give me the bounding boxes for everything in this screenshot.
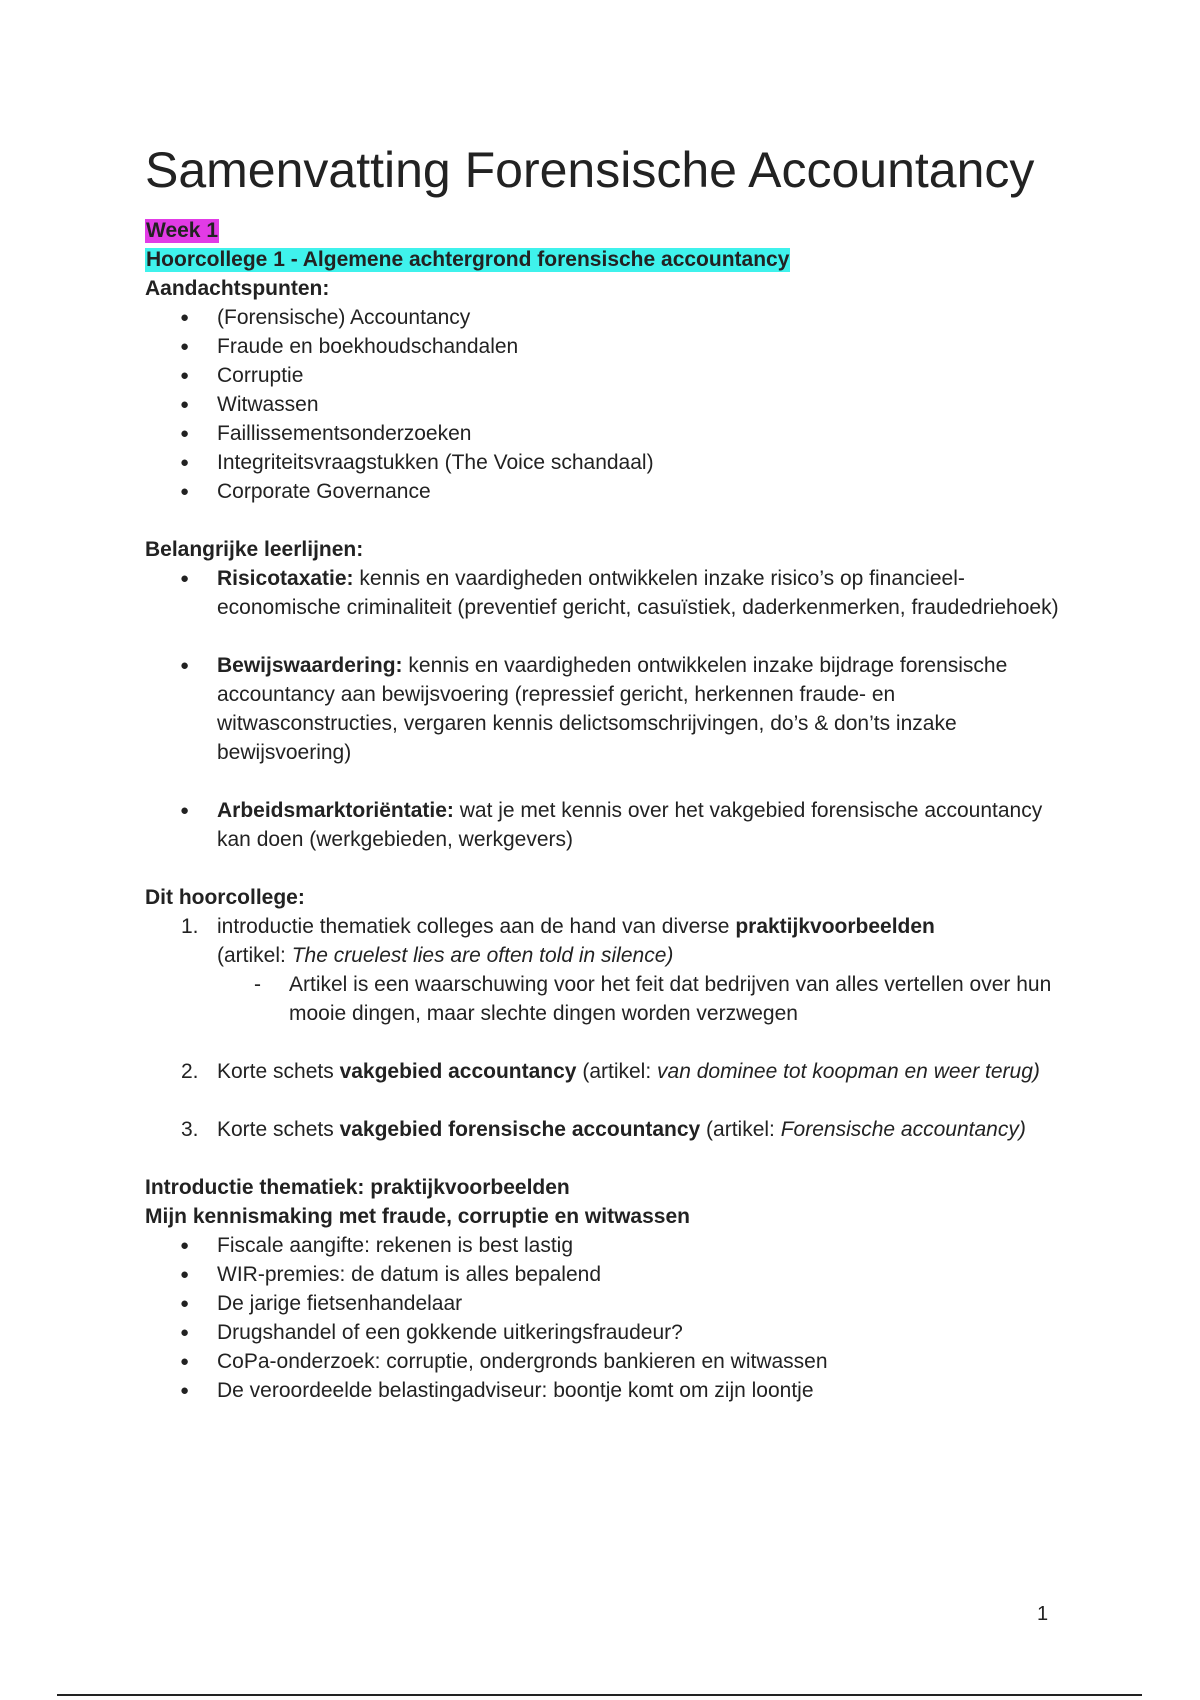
list-item: ● WIR-premies: de datum is alles bepalend — [217, 1260, 1075, 1289]
list-item: ● Fraude en boekhoudschandalen — [217, 332, 1075, 361]
page-divider — [57, 1694, 1142, 1696]
aandachtspunten-heading: Aandachtspunten: — [145, 277, 330, 300]
item-text: Korte schets — [217, 1118, 340, 1141]
lecture-label: Hoorcollege 1 - Algemene achtergrond forensische accountancy — [146, 248, 790, 271]
aandachtspunten-list — [145, 303, 1075, 506]
sub-list-item: - Artikel is een waarschuwing voor het feit dat bedrijven van alles vertellen over hun mooie dingen, maar slechte dingen worden verzwegen — [289, 970, 1075, 1028]
praktijk-list — [145, 1231, 1075, 1405]
leerlijn-term: Arbeidsmarktoriëntatie: — [217, 799, 454, 822]
list-item: ● Faillissementsonderzoeken — [217, 419, 1075, 448]
list-item — [181, 1115, 1075, 1144]
list-item: ● De jarige fietsenhandelaar — [217, 1289, 1075, 1318]
item-bold-text: vakgebied accountancy — [339, 1060, 577, 1083]
list-item: ● (Forensische) Accountancy — [217, 303, 1075, 332]
list-item — [181, 1057, 1075, 1086]
item-number: 1. — [181, 915, 199, 938]
list-item: ● Corruptie — [217, 361, 1075, 390]
item-number: 2. — [181, 1060, 199, 1083]
leerlijn-text: wat je met kennis over het vakgebied forensische accountancy kan doen (werkgebieden, werkgevers) — [217, 799, 1043, 851]
item-number: 3. — [181, 1118, 199, 1141]
list-item: ● De veroordeelde belastingadviseur: boontje komt om zijn loontje — [217, 1376, 1075, 1405]
item-text: (artikel: — [217, 944, 292, 967]
list-item — [217, 796, 1075, 854]
item-bold-text: vakgebied forensische accountancy — [339, 1118, 701, 1141]
leerlijn-text: kennis en vaardigheden ontwikkelen inzake risico’s op financieel-economische criminaliteit (preventief gericht, casuïstiek, daderkenmerken, fraudedriehoek) — [217, 567, 1059, 619]
list-item: ● Corporate Governance — [217, 477, 1075, 506]
document-title: Samenvatting Forensische Accountancy — [145, 142, 1035, 198]
leerlijn-term: Risicotaxatie: — [217, 567, 354, 590]
item-text: (artikel: — [576, 1060, 658, 1083]
list-item — [217, 564, 1075, 622]
list-item: ● CoPa-onderzoek: corruptie, ondergronds bankieren en witwassen — [217, 1347, 1075, 1376]
article-title: van dominee tot koopman en weer terug) — [657, 1060, 1040, 1083]
article-title: The cruelest lies are often told in silence) — [291, 944, 674, 967]
article-title: Forensische accountancy) — [780, 1118, 1026, 1141]
item-text: Korte schets — [217, 1060, 340, 1083]
leerlijn-text: kennis en vaardigheden ontwikkelen inzake bijdrage forensische accountancy aan bewijsvoering (repressief gericht, herkennen fraude- en witwasconstructies, vergaren kennis delictsomschrijvingen, do’s & don’ts inzake bewijsvoering) — [217, 654, 1008, 764]
list-item: ● Drugshandel of een gokkende uitkeringsfraudeur? — [217, 1318, 1075, 1347]
page-number: 1 — [1037, 1603, 1049, 1625]
kennismaking-heading: Mijn kennismaking met fraude, corruptie en witwassen — [145, 1205, 690, 1228]
hoorcollege-heading: Dit hoorcollege: — [145, 886, 305, 909]
document-page — [145, 140, 1075, 1405]
item-text: introductie thematiek colleges aan de hand van diverse — [217, 915, 736, 938]
list-item — [181, 912, 1075, 1028]
leerlijnen-list — [145, 564, 1075, 854]
leerlijnen-heading: Belangrijke leerlijnen: — [145, 538, 364, 561]
item-text: (artikel: — [700, 1118, 781, 1141]
praktijk-heading: Introductie thematiek: praktijkvoorbeelden — [145, 1176, 570, 1199]
week-label: Week 1 — [146, 219, 218, 242]
leerlijn-term: Bewijswaardering: — [217, 654, 403, 677]
list-item — [217, 651, 1075, 767]
list-item: ● Witwassen — [217, 390, 1075, 419]
hoorcollege-list — [145, 912, 1075, 1144]
sub-list — [217, 970, 1075, 1028]
item-bold-text: praktijkvoorbeelden — [735, 915, 935, 938]
list-item: ● Fiscale aangifte: rekenen is best lastig — [217, 1231, 1075, 1260]
list-item: ● Integriteitsvraagstukken (The Voice schandaal) — [217, 448, 1075, 477]
